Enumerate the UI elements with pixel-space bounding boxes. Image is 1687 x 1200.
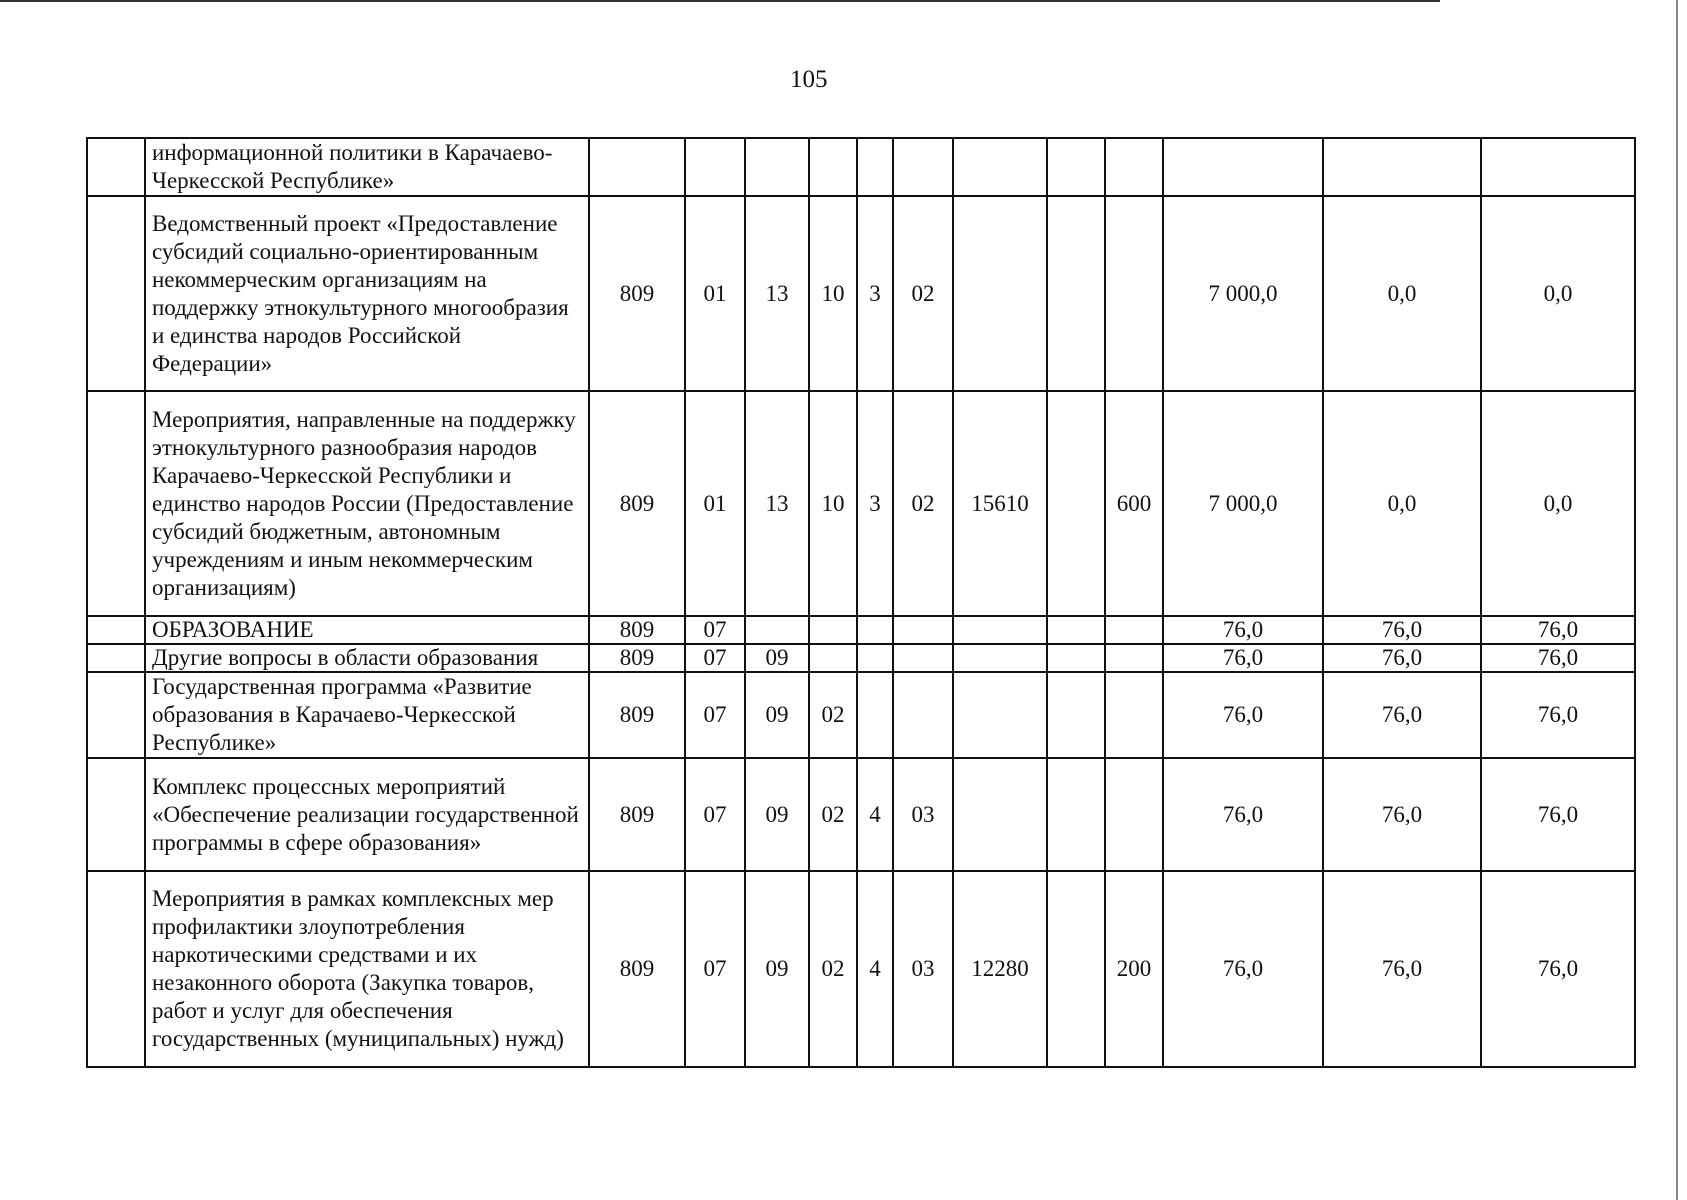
- cell-section: 07: [685, 758, 745, 871]
- cell-amount-3: 76,0: [1481, 758, 1635, 871]
- row-index-cell: [87, 196, 145, 391]
- cell-ministry-code: 809: [589, 871, 685, 1067]
- cell-amount-1: 7 000,0: [1163, 391, 1323, 616]
- cell-program-type: [857, 616, 893, 644]
- cell-amount-1: 76,0: [1163, 616, 1323, 644]
- cell-expense-type: [1105, 672, 1163, 758]
- cell-section: 01: [685, 196, 745, 391]
- cell-structure-element: [893, 616, 953, 644]
- cell-section: 07: [685, 616, 745, 644]
- row-index-cell: [87, 391, 145, 616]
- cell-amount-1: 76,0: [1163, 758, 1323, 871]
- cell-spare: [1047, 391, 1105, 616]
- cell-ministry-code: 809: [589, 391, 685, 616]
- cell-subsection: 09: [745, 871, 809, 1067]
- cell-subsection: [745, 138, 809, 196]
- cell-expense-type: [1105, 196, 1163, 391]
- cell-program-type: 4: [857, 758, 893, 871]
- cell-subsection: 13: [745, 196, 809, 391]
- row-name: ОБРАЗОВАНИЕ: [145, 616, 589, 644]
- row-name: Комплекс процессных мероприятий «Обеспечение реализации государственной программы в сфере образования»: [145, 758, 589, 871]
- cell-subsection: 13: [745, 391, 809, 616]
- cell-direction: [953, 644, 1047, 672]
- cell-program: [809, 616, 857, 644]
- cell-spare: [1047, 672, 1105, 758]
- cell-subsection: 09: [745, 758, 809, 871]
- cell-expense-type: [1105, 758, 1163, 871]
- cell-ministry-code: 809: [589, 616, 685, 644]
- cell-ministry-code: 809: [589, 672, 685, 758]
- cell-amount-1: [1163, 138, 1323, 196]
- cell-structure-element: 02: [893, 196, 953, 391]
- cell-spare: [1047, 758, 1105, 871]
- row-index-cell: [87, 138, 145, 196]
- cell-direction: [953, 672, 1047, 758]
- table-row: [87, 391, 1635, 616]
- cell-program-type: [857, 644, 893, 672]
- cell-amount-2: 76,0: [1323, 644, 1481, 672]
- cell-ministry-code: 809: [589, 644, 685, 672]
- table-row: [87, 644, 1635, 672]
- row-name: Мероприятия, направленные на поддержку этнокультурного разнообразия народов Карачаево-Черкесской Республики и единство народов России (Предоставление субсидий бюджетным, автономным учреждениям и иным некоммерческим организациям): [145, 391, 589, 616]
- cell-expense-type: 600: [1105, 391, 1163, 616]
- cell-section: [685, 138, 745, 196]
- cell-spare: [1047, 196, 1105, 391]
- cell-amount-2: [1323, 138, 1481, 196]
- cell-program-type: 4: [857, 871, 893, 1067]
- table-row: [87, 672, 1635, 758]
- cell-amount-1: 7 000,0: [1163, 196, 1323, 391]
- cell-program: 10: [809, 196, 857, 391]
- budget-table: [86, 137, 1636, 1068]
- right-border-line: [1676, 0, 1678, 1200]
- cell-amount-3: 76,0: [1481, 616, 1635, 644]
- cell-structure-element: [893, 644, 953, 672]
- cell-amount-3: 0,0: [1481, 196, 1635, 391]
- cell-spare: [1047, 616, 1105, 644]
- cell-ministry-code: 809: [589, 758, 685, 871]
- cell-direction: [953, 196, 1047, 391]
- cell-ministry-code: [589, 138, 685, 196]
- cell-program: [809, 138, 857, 196]
- cell-program-type: [857, 672, 893, 758]
- cell-direction: 12280: [953, 871, 1047, 1067]
- cell-ministry-code: 809: [589, 196, 685, 391]
- cell-amount-3: 0,0: [1481, 391, 1635, 616]
- table-row: [87, 871, 1635, 1067]
- cell-structure-element: 03: [893, 871, 953, 1067]
- page-number: 105: [790, 66, 828, 93]
- cell-program: 10: [809, 391, 857, 616]
- cell-structure-element: 02: [893, 391, 953, 616]
- cell-spare: [1047, 871, 1105, 1067]
- cell-amount-3: [1481, 138, 1635, 196]
- cell-structure-element: 03: [893, 758, 953, 871]
- cell-spare: [1047, 644, 1105, 672]
- cell-amount-2: 76,0: [1323, 871, 1481, 1067]
- cell-amount-3: 76,0: [1481, 672, 1635, 758]
- cell-amount-2: 76,0: [1323, 672, 1481, 758]
- row-name: Государственная программа «Развитие образования в Карачаево-Черкесской Республике»: [145, 672, 589, 758]
- cell-amount-2: 0,0: [1323, 196, 1481, 391]
- table-row: [87, 138, 1635, 196]
- cell-section: 07: [685, 644, 745, 672]
- top-border-line: [0, 0, 1440, 2]
- cell-program: [809, 644, 857, 672]
- cell-amount-3: 76,0: [1481, 644, 1635, 672]
- cell-amount-3: 76,0: [1481, 871, 1635, 1067]
- cell-program-type: [857, 138, 893, 196]
- cell-program: 02: [809, 672, 857, 758]
- row-name: Мероприятия в рамках комплексных мер профилактики злоупотребления наркотическими средствами и их незаконного оборота (Закупка товаров, работ и услуг для обеспечения государственных (муниципальных) нужд): [145, 871, 589, 1067]
- cell-section: 07: [685, 871, 745, 1067]
- cell-amount-1: 76,0: [1163, 672, 1323, 758]
- cell-subsection: 09: [745, 644, 809, 672]
- cell-program: 02: [809, 758, 857, 871]
- cell-amount-2: 0,0: [1323, 391, 1481, 616]
- cell-expense-type: [1105, 644, 1163, 672]
- cell-section: 07: [685, 672, 745, 758]
- cell-program-type: 3: [857, 391, 893, 616]
- table-row: [87, 616, 1635, 644]
- cell-direction: [953, 616, 1047, 644]
- cell-subsection: 09: [745, 672, 809, 758]
- table-row: [87, 758, 1635, 871]
- cell-amount-2: 76,0: [1323, 758, 1481, 871]
- cell-structure-element: [893, 138, 953, 196]
- cell-amount-1: 76,0: [1163, 644, 1323, 672]
- cell-expense-type: 200: [1105, 871, 1163, 1067]
- cell-section: 01: [685, 391, 745, 616]
- cell-program: 02: [809, 871, 857, 1067]
- row-name: Другие вопросы в области образования: [145, 644, 589, 672]
- cell-spare: [1047, 138, 1105, 196]
- cell-direction: [953, 758, 1047, 871]
- cell-direction: [953, 138, 1047, 196]
- cell-program-type: 3: [857, 196, 893, 391]
- cell-expense-type: [1105, 616, 1163, 644]
- row-index-cell: [87, 672, 145, 758]
- row-name: информационной политики в Карачаево-Черкесской Республике»: [145, 138, 589, 196]
- cell-expense-type: [1105, 138, 1163, 196]
- cell-direction: 15610: [953, 391, 1047, 616]
- table-row: [87, 196, 1635, 391]
- cell-amount-2: 76,0: [1323, 616, 1481, 644]
- table-body: [87, 138, 1635, 1067]
- cell-amount-1: 76,0: [1163, 871, 1323, 1067]
- cell-structure-element: [893, 672, 953, 758]
- row-name: Ведомственный проект «Предоставление субсидий социально-ориентированным некоммерческим организациям на поддержку этнокультурного многообразия и единства народов Российской Федерации»: [145, 196, 589, 391]
- cell-subsection: [745, 616, 809, 644]
- row-index-cell: [87, 644, 145, 672]
- row-index-cell: [87, 758, 145, 871]
- row-index-cell: [87, 616, 145, 644]
- row-index-cell: [87, 871, 145, 1067]
